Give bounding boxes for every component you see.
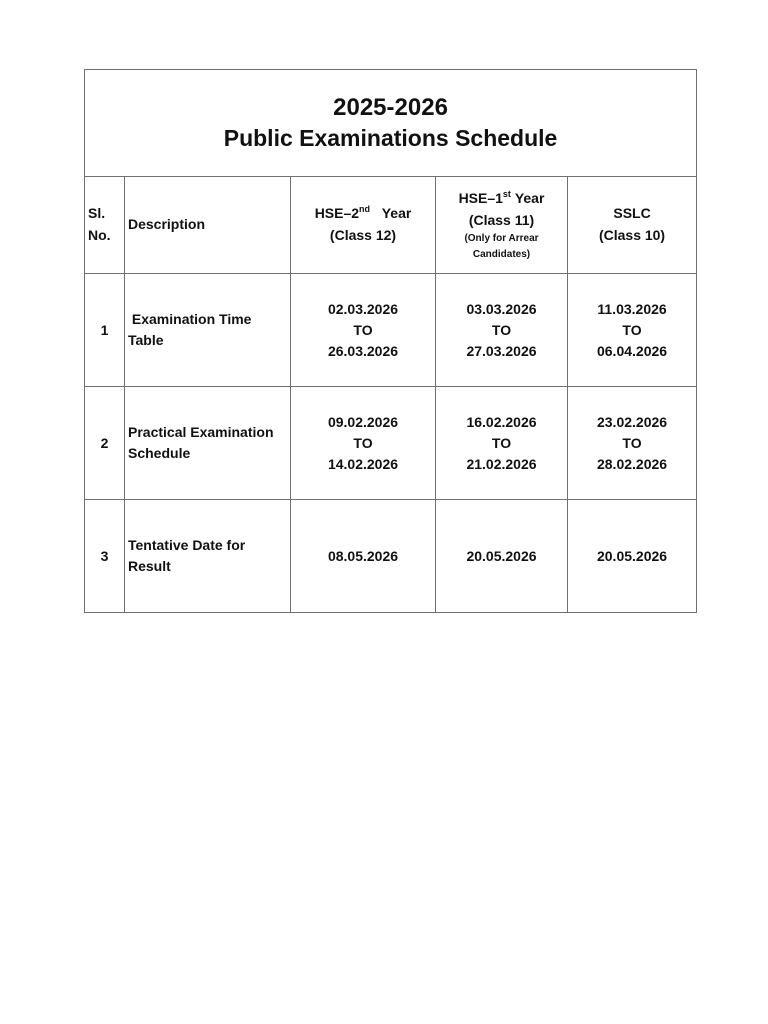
date-end: 21.02.2026	[466, 455, 537, 472]
date-start: 09.02.2026	[327, 413, 399, 430]
date-end: 28.02.2026	[596, 455, 668, 472]
table-row	[85, 500, 697, 613]
date-to: TO	[353, 434, 373, 451]
header-hse2-suffix: Year	[381, 205, 412, 222]
date-start: 23.02.2026	[596, 413, 668, 430]
row-sl-no: 2	[85, 387, 125, 500]
row-hse2-result-date: 08.05.2026	[291, 500, 436, 613]
header-hse2-title	[291, 203, 435, 225]
row-description-line1	[128, 309, 290, 330]
header-hse1-note-line1: (Only for Arrear	[464, 233, 539, 245]
header-hse1-title	[436, 188, 567, 210]
date-start: 03.03.2026	[466, 300, 537, 317]
table-row	[85, 387, 697, 500]
row-description-line1: Tentative Date for	[128, 537, 246, 553]
header-row	[85, 177, 697, 274]
header-description	[125, 177, 291, 274]
date-end: 27.03.2026	[466, 342, 537, 359]
row-description-line2: Result	[128, 558, 171, 574]
header-sslc-class: (Class 10)	[598, 227, 666, 243]
date-end: 06.04.2026	[596, 342, 668, 359]
title-row	[85, 70, 697, 177]
row-hse2-dates	[291, 274, 436, 387]
row-hse1-result-date: 20.05.2026	[436, 500, 568, 613]
header-hse1-prefix: HSE–1	[458, 189, 503, 206]
date-to: TO	[491, 434, 512, 451]
date-start: 16.02.2026	[466, 413, 537, 430]
row-sslc-result-date: 20.05.2026	[568, 500, 697, 613]
header-sslc-title: SSLC	[613, 205, 651, 222]
date-to: TO	[491, 321, 512, 338]
row-description-line2: Schedule	[128, 445, 191, 461]
header-hse-2nd-year	[291, 177, 436, 274]
row-sslc-dates	[568, 387, 697, 500]
header-sslc	[568, 177, 697, 274]
row-hse1-dates	[436, 387, 568, 500]
row-description	[125, 274, 291, 387]
row-sl-no: 3	[85, 500, 125, 613]
row-description-line2: Table	[128, 332, 164, 348]
header-hse1-note-line2: Candidates)	[472, 248, 531, 260]
date-end: 26.03.2026	[327, 342, 399, 359]
date-to: TO	[622, 321, 642, 338]
row-description-text: Examination Time	[131, 311, 252, 327]
header-hse1-sup: st	[502, 188, 511, 199]
row-sl-no: 1	[85, 274, 125, 387]
date-start: 02.03.2026	[327, 300, 399, 317]
header-hse1-suffix: Year	[514, 189, 545, 206]
row-sslc-dates	[568, 274, 697, 387]
header-hse2-prefix: HSE–2	[314, 205, 360, 222]
header-sl-line2: No.	[88, 227, 111, 243]
header-hse2-sup: nd	[359, 204, 371, 215]
row-description-line1: Practical Examination	[128, 424, 274, 440]
schedule-year: 2025-2026	[333, 94, 448, 122]
table-row	[85, 274, 697, 387]
schedule-title: Public Examinations Schedule	[223, 124, 558, 151]
date-to: TO	[353, 321, 373, 338]
row-hse2-dates	[291, 387, 436, 500]
header-hse2-class: (Class 12)	[329, 227, 397, 243]
header-sl-line1: Sl.	[88, 205, 106, 222]
table-title-cell	[85, 70, 697, 177]
date-end: 14.02.2026	[327, 455, 399, 472]
header-hse-1st-year	[436, 177, 568, 274]
date-start: 11.03.2026	[597, 300, 667, 317]
header-sl-no	[85, 177, 125, 274]
header-description-label: Description	[128, 216, 206, 233]
exam-schedule-table	[84, 69, 697, 613]
row-description	[125, 387, 291, 500]
date-to: TO	[622, 434, 642, 451]
header-hse1-class: (Class 11)	[468, 211, 535, 228]
row-description	[125, 500, 291, 613]
row-hse1-dates	[436, 274, 568, 387]
